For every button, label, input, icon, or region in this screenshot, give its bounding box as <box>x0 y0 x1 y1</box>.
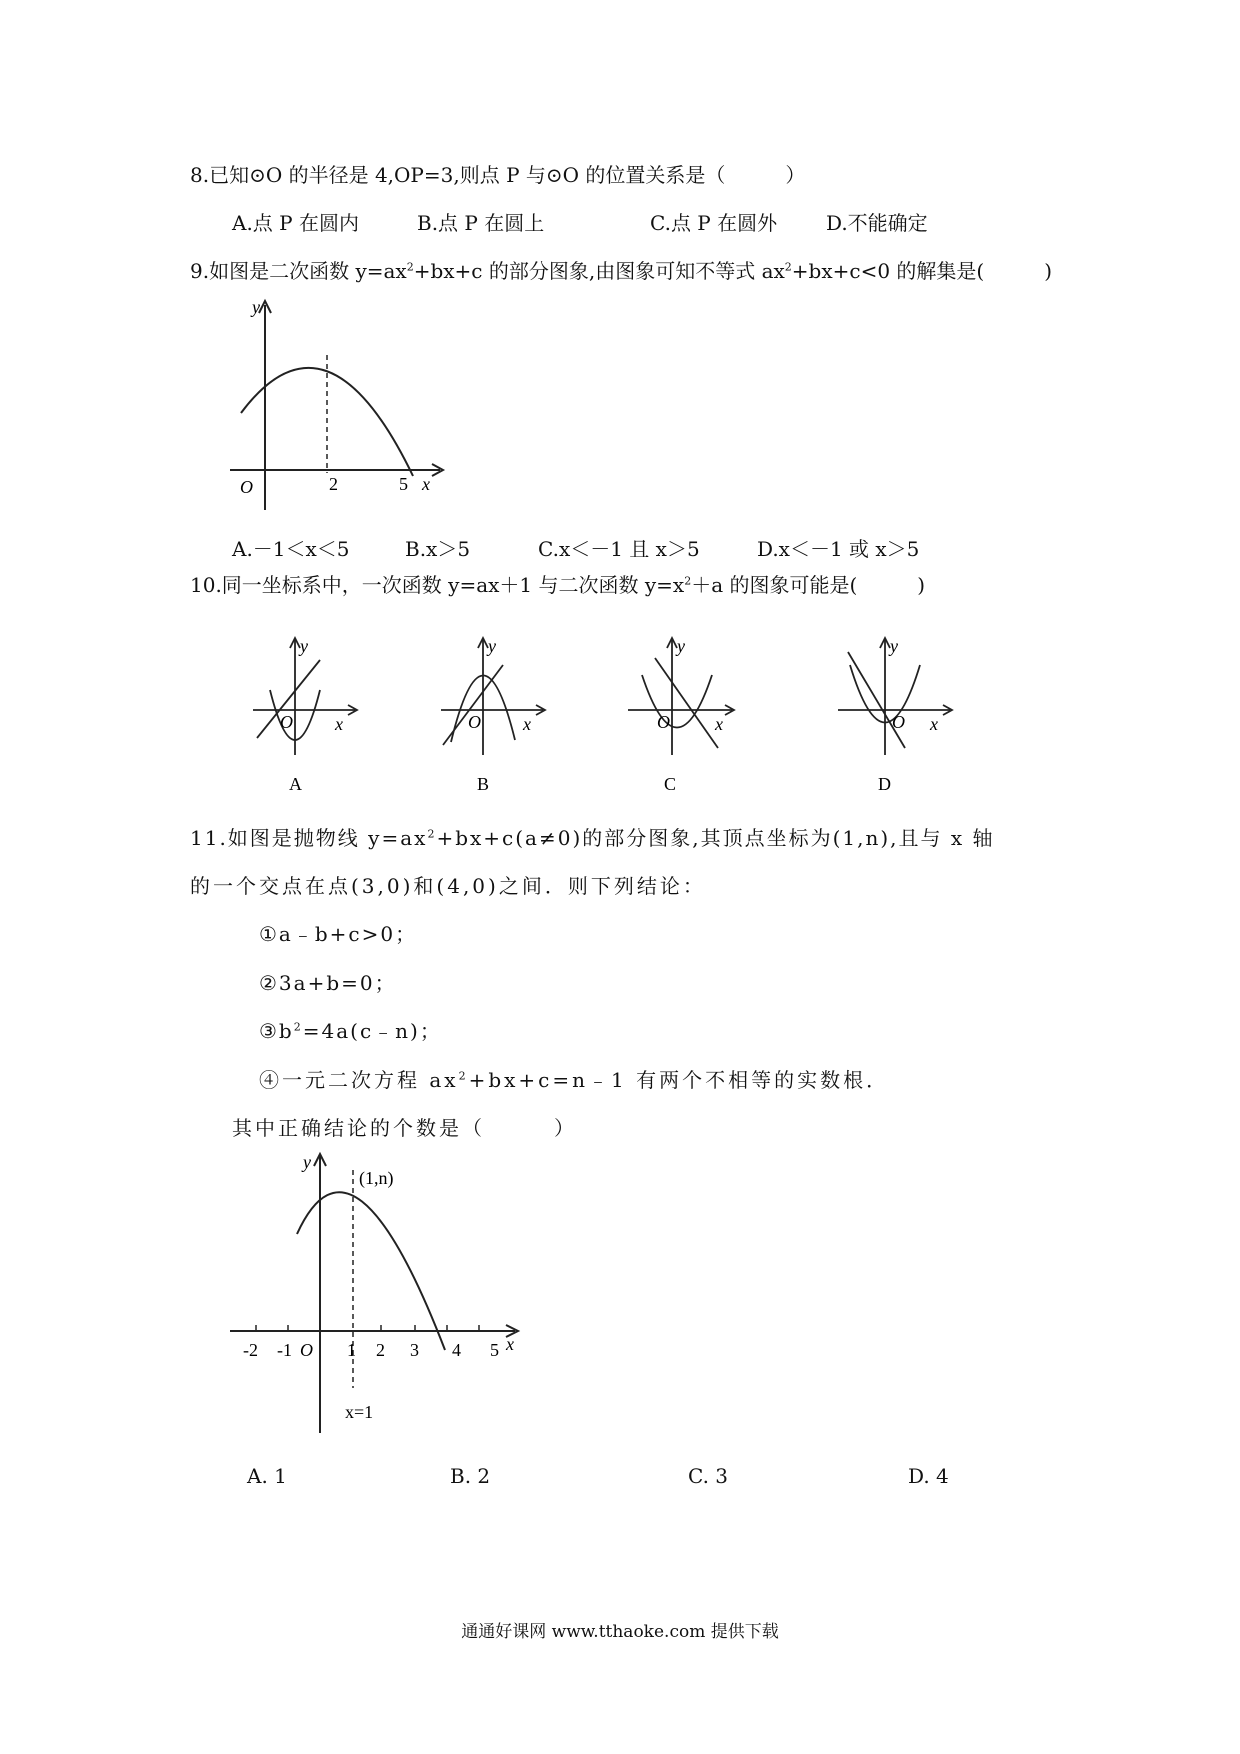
q11-tick-1: 1 <box>347 1340 356 1360</box>
q8-stem: 8.已知⊙O 的半径是 4,OP=3,则点 P 与⊙O 的位置关系是（ ） <box>190 163 806 187</box>
q10-a-y-label: y <box>300 636 308 656</box>
q11-question: 其中正确结论的个数是（ ） <box>232 1116 577 1140</box>
q10-c-x-label: x <box>715 714 723 734</box>
q10-a-origin: O <box>280 712 293 732</box>
q8-option-a: A.点 P 在圆内 <box>232 211 359 235</box>
q11-x-label: x <box>506 1334 514 1354</box>
q9-x-label: x <box>422 474 430 494</box>
q11-tick-minus-2: -2 <box>243 1340 258 1360</box>
q10-c-y-label: y <box>677 636 685 656</box>
q11-tick-minus-1: -1 <box>277 1340 292 1360</box>
q11-y-label: y <box>303 1152 311 1172</box>
q9-option-c: C.x＜－1 且 x＞5 <box>538 537 700 561</box>
q9-tick-5: 5 <box>399 474 408 494</box>
q11-conclusion-2: ②3a+b=0； <box>259 971 397 995</box>
q10-c-line <box>655 658 718 748</box>
q11-tick-5: 5 <box>490 1340 499 1360</box>
q11-option-b: B. 2 <box>450 1464 491 1488</box>
q10-b-x-label: x <box>523 714 531 734</box>
q11-tick-3: 3 <box>410 1340 419 1360</box>
q9-origin-label: O <box>240 477 253 497</box>
q9-stem: 9.如图是二次函数 $y=ax^2+bx+c$ 的部分图象,由图象可知不等式 $ax^2+bx+c<0$ 的解集是( ) <box>190 259 1053 283</box>
q10-b-origin: O <box>468 712 481 732</box>
q10-stem: 10.同一坐标系中，一次函数 y=ax＋1 与二次函数 $y=x^2+a$ 的图象可能是( ) <box>190 573 926 597</box>
q10-c-label: C <box>664 774 677 794</box>
q9-option-d: D.x＜－1 或 x＞5 <box>757 537 920 561</box>
q11-figure <box>225 1150 545 1450</box>
q11-conclusion-1: ①a﹣b+c>0； <box>259 922 418 946</box>
q10-d-y-label: y <box>890 636 898 656</box>
page-footer: 通通好课网 www.tthaoke.com 提供下载 <box>461 1622 779 1642</box>
q10-a-label: A <box>289 774 302 794</box>
q9-option-a: A.－1＜x＜5 <box>232 537 350 561</box>
q11-conclusion-3: $③b^2=4a(c﹣n)$； <box>259 1019 442 1043</box>
q10-a-x-label: x <box>335 714 343 734</box>
q11-option-d: D. 4 <box>908 1464 949 1488</box>
q11-conclusion-4: ④一元二次方程 $ax^2+bx+c=n﹣1$ 有两个不相等的实数根． <box>259 1068 890 1092</box>
q10-d-x-label: x <box>930 714 938 734</box>
q10-graph-c <box>620 630 750 800</box>
q10-graph-d <box>830 630 970 800</box>
q11-line-2: 的一个交点在点(3,0)和(4,0)之间．则下列结论： <box>190 874 706 898</box>
q11-option-a: A. 1 <box>247 1464 287 1488</box>
q11-origin-label: O <box>300 1340 313 1360</box>
q8-option-b: B.点 P 在圆上 <box>417 211 545 235</box>
q10-graph-a <box>245 630 375 800</box>
q10-b-y-label: y <box>488 636 496 656</box>
q9-figure <box>225 295 455 520</box>
q11-option-c: C. 3 <box>688 1464 729 1488</box>
q9-tick-2: 2 <box>329 474 338 494</box>
q11-vertex-label: (1,n) <box>359 1168 394 1188</box>
q11-axis-label: x=1 <box>345 1402 374 1422</box>
q8-option-d: D.不能确定 <box>826 211 928 235</box>
q10-graph-b <box>433 630 563 800</box>
q10-c-origin: O <box>657 712 670 732</box>
q11-tick-2: 2 <box>376 1340 385 1360</box>
q10-b-line <box>443 665 503 745</box>
q9-y-label: y <box>252 297 260 317</box>
q10-d-label: D <box>878 774 891 794</box>
q8-option-c: C.点 P 在圆外 <box>650 211 778 235</box>
q11-tick-4: 4 <box>452 1340 461 1360</box>
q11-line-1: 11.如图是抛物线 $y=ax^2+bx+c(a\ne 0)$的部分图象,其顶点坐标为(1,n),且与 x 轴 <box>190 826 995 850</box>
q10-d-origin: O <box>892 712 905 732</box>
q10-d-line <box>848 652 905 748</box>
q9-option-b: B.x＞5 <box>405 537 471 561</box>
q10-c-parabola <box>642 675 712 728</box>
q10-b-label: B <box>477 774 490 794</box>
